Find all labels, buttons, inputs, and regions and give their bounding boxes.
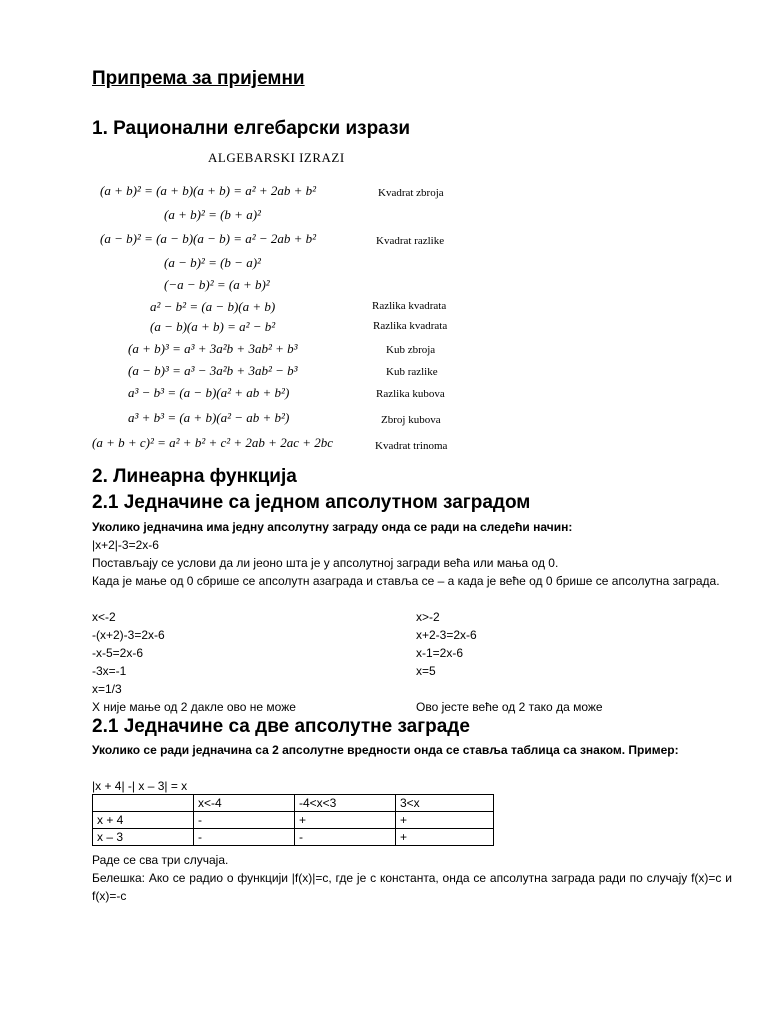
right-case-3: x-1=2x-6: [416, 646, 464, 660]
section-2-1-heading: 2.1 Једначине са једном апсолутном заградом: [92, 492, 531, 513]
table-cell: [93, 795, 194, 812]
formula-7: (a − b)(a + b) = a² − b²: [150, 319, 276, 334]
table-cell: +: [396, 812, 494, 829]
table-row: [93, 812, 494, 829]
table-cell: -4<x<3: [295, 795, 396, 812]
formula-label-7: Razlika kvadrata: [373, 320, 448, 332]
formula-11: a³ + b³ = (a + b)(a² − ab + b²): [128, 410, 290, 425]
formula-6: a² − b² = (a − b)(a + b): [150, 299, 276, 314]
formula-1: (a + b)² = (a + b)(a + b) = a² + 2ab + b²: [100, 183, 317, 198]
formula-label-9: Kub razlike: [386, 366, 438, 378]
left-case-3: -x-5=2x-6: [92, 646, 144, 660]
formula-2: (a + b)² = (b + a)²: [164, 207, 261, 222]
sub2-after: Раде се сва три случаја.: [92, 853, 229, 867]
formula-label-6: Razlika kvadrata: [372, 300, 447, 312]
table-cell: +: [295, 812, 396, 829]
right-case-4: x=5: [416, 664, 436, 678]
table-cell: x + 4: [93, 812, 194, 829]
sub2-note: Белешка: Ако се радио о функцији |f(x)|=c, где је c константа, онда се апсолутна заграда ради по случају f(x)=c и f(x)=-c: [92, 871, 732, 903]
left-case-5: x=1/3: [92, 682, 122, 696]
right-case-5: Ово јесте веће од 2 тако да може: [416, 700, 603, 714]
formula-4: (a − b)² = (b − a)²: [164, 255, 261, 270]
sub2-intro: Уколико се ради једначина са 2 апсолутне вредности онда се ставља таблица са знаком. Пример:: [92, 743, 679, 757]
left-case-6: X није мање од 2 дакле ово не може: [92, 700, 296, 714]
table-row: [93, 795, 494, 812]
table-cell: -: [194, 812, 295, 829]
formulas-title: ALGEBARSKI IZRAZI: [208, 150, 345, 165]
sub1-line2: Када је мање од 0 сбрише се апсолутн азаграда и ставља се – а када је веће од 0 брише се апсолутна заграда.: [92, 574, 720, 588]
table-cell: +: [396, 829, 494, 846]
formula-9: (a − b)³ = a³ − 3a²b + 3ab² − b³: [128, 363, 298, 378]
table-cell: -: [194, 829, 295, 846]
left-case-2: -(x+2)-3=2x-6: [92, 628, 165, 642]
page-title: Припрема за пријемни: [92, 68, 305, 89]
left-case-4: -3x=-1: [92, 664, 127, 678]
section-1-heading: 1. Рационални елгебарски изрази: [92, 118, 411, 139]
left-case-1: x<-2: [92, 610, 116, 624]
table-row: [93, 829, 494, 846]
formula-label-8: Kub zbroja: [386, 344, 436, 356]
formula-12: (a + b + c)² = a² + b² + c² + 2ab + 2ac + 2bc: [92, 435, 334, 450]
sub1-equation: |x+2|-3=2x-6: [92, 538, 159, 552]
sub1-intro: Уколико једначина има једну апсолутну заграду онда се ради на следећи начин:: [92, 520, 573, 534]
table-cell: x<-4: [194, 795, 295, 812]
sign-table: [92, 794, 494, 846]
right-case-1: x>-2: [416, 610, 440, 624]
sub2-equation: |x + 4| -| x – 3| = x: [92, 779, 188, 793]
formula-label-3: Kvadrat razlike: [376, 235, 445, 247]
formula-5: (−a − b)² = (a + b)²: [164, 277, 270, 292]
formula-label-12: Kvadrat trinoma: [375, 440, 448, 452]
table-cell: 3<x: [396, 795, 494, 812]
sub1-line1: Постављају се услови да ли јеоно шта је у апсолутној загради већа или мања од 0.: [92, 556, 559, 570]
formula-10: a³ − b³ = (a − b)(a² + ab + b²): [128, 385, 290, 400]
formula-label-11: Zbroj kubova: [381, 414, 441, 426]
right-case-2: x+2-3=2x-6: [416, 628, 477, 642]
table-cell: x – 3: [93, 829, 194, 846]
table-cell: -: [295, 829, 396, 846]
section-2-1b-heading: 2.1 Једначине са две апсолутне заграде: [92, 716, 470, 737]
formula-label-1: Kvadrat zbroja: [378, 187, 444, 199]
section-2-heading: 2. Линеарна функција: [92, 466, 297, 487]
formula-8: (a + b)³ = a³ + 3a²b + 3ab² + b³: [128, 341, 298, 356]
formula-3: (a − b)² = (a − b)(a − b) = a² − 2ab + b²: [100, 231, 317, 246]
formula-label-10: Razlika kubova: [376, 388, 445, 400]
